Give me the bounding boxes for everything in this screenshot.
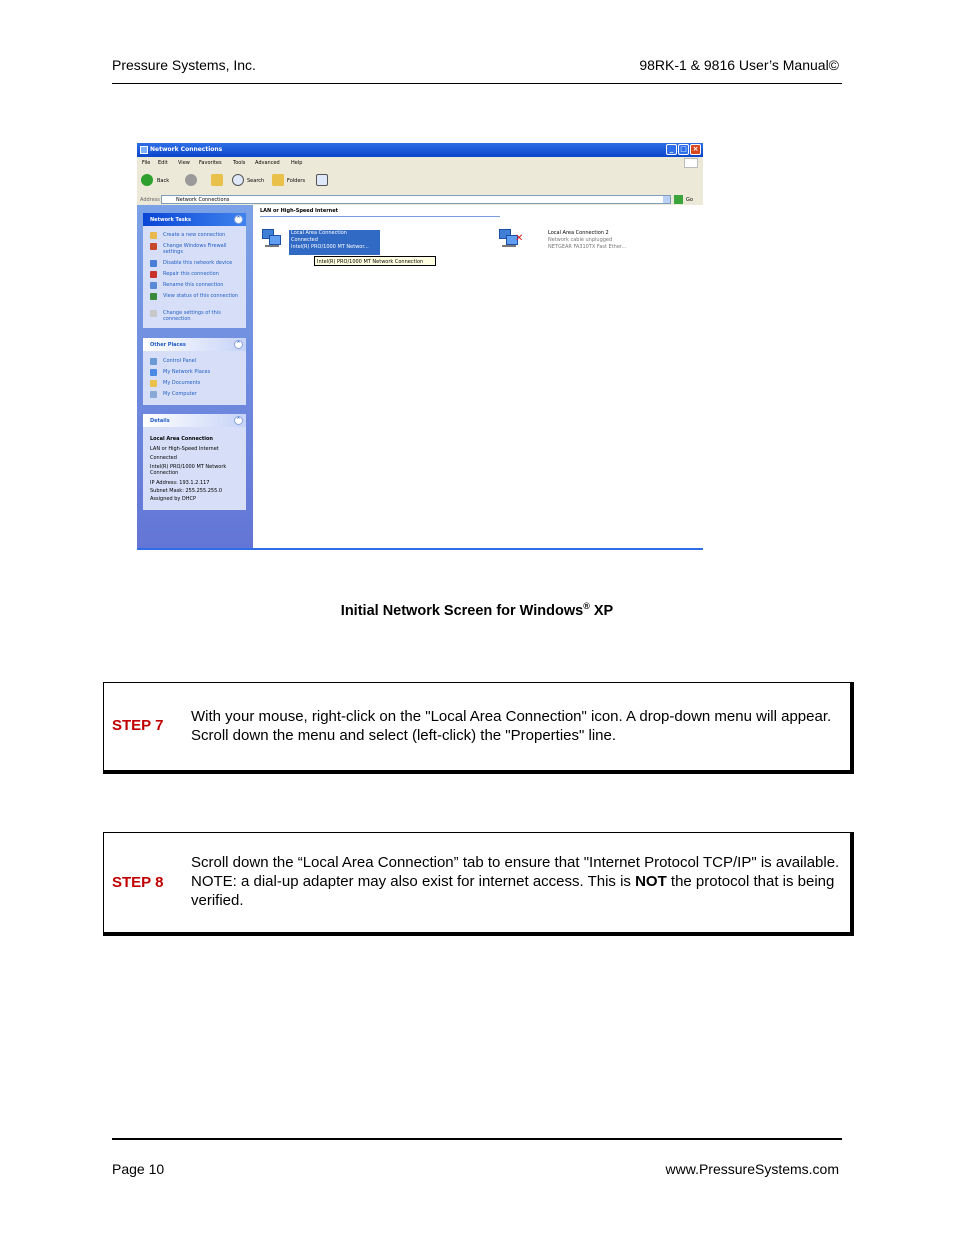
menu-edit[interactable]: Edit xyxy=(158,160,168,166)
connection-1-device: Intel(R) PRO/1000 MT Networ... xyxy=(291,244,369,250)
toolbar xyxy=(137,168,703,195)
back-button[interactable]: Back xyxy=(157,178,170,184)
caption-text: Initial Network Screen for Windows xyxy=(340,603,584,619)
window-title: Network Connections xyxy=(150,146,223,153)
connection-2-device: NETGEAR FA310TX Fast Ether... xyxy=(548,244,627,250)
details-status: Connected xyxy=(150,455,177,461)
up-folder-icon[interactable] xyxy=(211,174,223,186)
unplugged-x-icon: ✕ xyxy=(515,233,524,244)
task-label: Change Windows Firewall settings xyxy=(163,243,227,255)
go-arrow-icon[interactable] xyxy=(674,195,683,204)
connection-2-name[interactable]: Local Area Connection 2 xyxy=(548,230,609,236)
window-titlebar xyxy=(137,143,703,157)
section-title: LAN or High-Speed Internet xyxy=(260,208,339,214)
network-tasks-title: Network Tasks xyxy=(150,217,191,223)
section-rule xyxy=(260,216,500,217)
network-tasks-panel xyxy=(143,213,246,328)
details-assigned: Assigned by DHCP xyxy=(150,496,197,502)
footer-page-number: Page 10 xyxy=(112,1161,165,1177)
device-tooltip xyxy=(314,256,436,266)
network-folder-icon xyxy=(140,146,148,154)
minimize-button[interactable]: _ xyxy=(666,144,677,155)
caption-registered-mark: ® xyxy=(583,601,590,611)
header-rule xyxy=(112,83,842,84)
connections-view xyxy=(253,205,703,550)
close-button[interactable]: × xyxy=(690,144,701,155)
step-8-text-emphasis: NOT xyxy=(635,873,667,890)
place-label: Control Panel xyxy=(163,358,197,364)
rename-icon xyxy=(150,282,157,289)
details-title: Details xyxy=(150,418,170,424)
place-label: My Documents xyxy=(163,380,201,386)
repair-icon xyxy=(150,271,157,278)
search-button[interactable]: Search xyxy=(247,178,265,184)
step-8-box xyxy=(103,832,854,936)
task-label: Rename this connection xyxy=(163,282,224,288)
footer-rule xyxy=(112,1138,842,1140)
caption-suffix: XP xyxy=(589,603,614,619)
chevron-down-icon[interactable] xyxy=(663,196,670,203)
menu-help[interactable]: Help xyxy=(291,160,303,166)
header-company: Pressure Systems, Inc. xyxy=(112,57,256,73)
address-field[interactable] xyxy=(161,195,671,204)
header-manual-title: 98RK-1 & 9816 User’s Manual© xyxy=(639,57,839,73)
step-7-text: With your mouse, right-click on the "Local Area Connection" icon. A drop-down menu will appear. Scroll down the menu and select (left-click) the "Properties" line. xyxy=(191,708,832,744)
task-label: Disable this network device xyxy=(163,260,233,266)
network-places-icon xyxy=(150,369,157,376)
maximize-button[interactable]: □ xyxy=(678,144,689,155)
details-name: Local Area Connection xyxy=(150,436,213,442)
task-label: Create a new connection xyxy=(163,232,226,238)
details-ip: IP Address: 193.1.2.117 xyxy=(150,480,210,486)
new-connection-icon xyxy=(150,232,157,239)
menu-favorites[interactable]: Favorites xyxy=(199,160,222,166)
footer-website: www.PressureSystems.com xyxy=(665,1161,839,1177)
step-7-label: STEP 7 xyxy=(112,717,164,734)
network-tasks-header[interactable] xyxy=(143,213,246,226)
details-type: LAN or High-Speed Internet xyxy=(150,446,219,452)
disable-device-icon xyxy=(150,260,157,267)
task-label: View status of this connection xyxy=(163,293,239,299)
place-label: My Network Places xyxy=(163,369,211,375)
window-bottom-border xyxy=(137,548,703,550)
network-connections-window xyxy=(137,143,703,550)
status-icon xyxy=(150,293,157,300)
views-icon[interactable] xyxy=(316,174,328,186)
menu-tools[interactable]: Tools xyxy=(233,160,246,166)
step-8-label: STEP 8 xyxy=(112,874,164,891)
control-panel-icon xyxy=(150,358,157,365)
figure-caption xyxy=(0,601,954,619)
address-label: Address xyxy=(140,197,160,203)
collapse-icon[interactable]: ^ xyxy=(234,416,243,425)
connection-1-status: Connected xyxy=(291,237,318,243)
back-arrow-icon[interactable] xyxy=(141,174,153,186)
connection-1-name[interactable]: Local Area Connection xyxy=(291,230,347,236)
connection-2-status: Network cable unplugged xyxy=(548,237,613,243)
task-label: Change settings of this connection xyxy=(163,310,221,322)
search-icon[interactable] xyxy=(232,174,244,186)
folders-button[interactable]: Folders xyxy=(287,178,306,184)
menu-advanced[interactable]: Advanced xyxy=(255,160,280,166)
windows-logo-icon xyxy=(684,158,698,168)
menu-view[interactable]: View xyxy=(178,160,190,166)
folders-icon[interactable] xyxy=(272,174,284,186)
go-button[interactable]: Go xyxy=(686,197,693,203)
step-7-box xyxy=(103,682,854,774)
forward-arrow-icon[interactable] xyxy=(185,174,197,186)
address-value: Network Connections xyxy=(176,197,230,203)
details-panel xyxy=(143,414,246,510)
step-8-text-start: Scroll down the “Local Area Connection” tab to ensure that "Internet Protocol TCP/IP" is available. NOTE: a dial-up adapter may also exist for internet access. This is xyxy=(191,854,840,890)
collapse-icon[interactable]: ^ xyxy=(234,215,243,224)
settings-icon xyxy=(150,310,157,317)
lan-connection-icon[interactable] xyxy=(262,227,282,249)
menu-file[interactable]: File xyxy=(142,160,151,166)
documents-icon xyxy=(150,380,157,387)
collapse-icon[interactable]: ^ xyxy=(234,340,243,349)
step-8-text xyxy=(191,853,843,910)
step-8-text-end: the protocol that is being verified. xyxy=(191,873,835,909)
tooltip-text: Intel(R) PRO/1000 MT Network Connection xyxy=(317,259,424,265)
details-header[interactable] xyxy=(143,414,246,427)
menu-bar xyxy=(137,157,703,168)
place-label: My Computer xyxy=(163,391,197,397)
other-places-title: Other Places xyxy=(150,342,186,348)
computer-icon xyxy=(150,391,157,398)
firewall-icon xyxy=(150,243,157,250)
other-places-header[interactable] xyxy=(143,338,246,351)
task-pane xyxy=(137,205,253,550)
task-label: Repair this connection xyxy=(163,271,219,277)
details-subnet: Subnet Mask: 255.255.255.0 xyxy=(150,488,223,494)
details-device: Intel(R) PRO/1000 MT Network Connection xyxy=(150,464,227,476)
other-places-panel xyxy=(143,338,246,405)
